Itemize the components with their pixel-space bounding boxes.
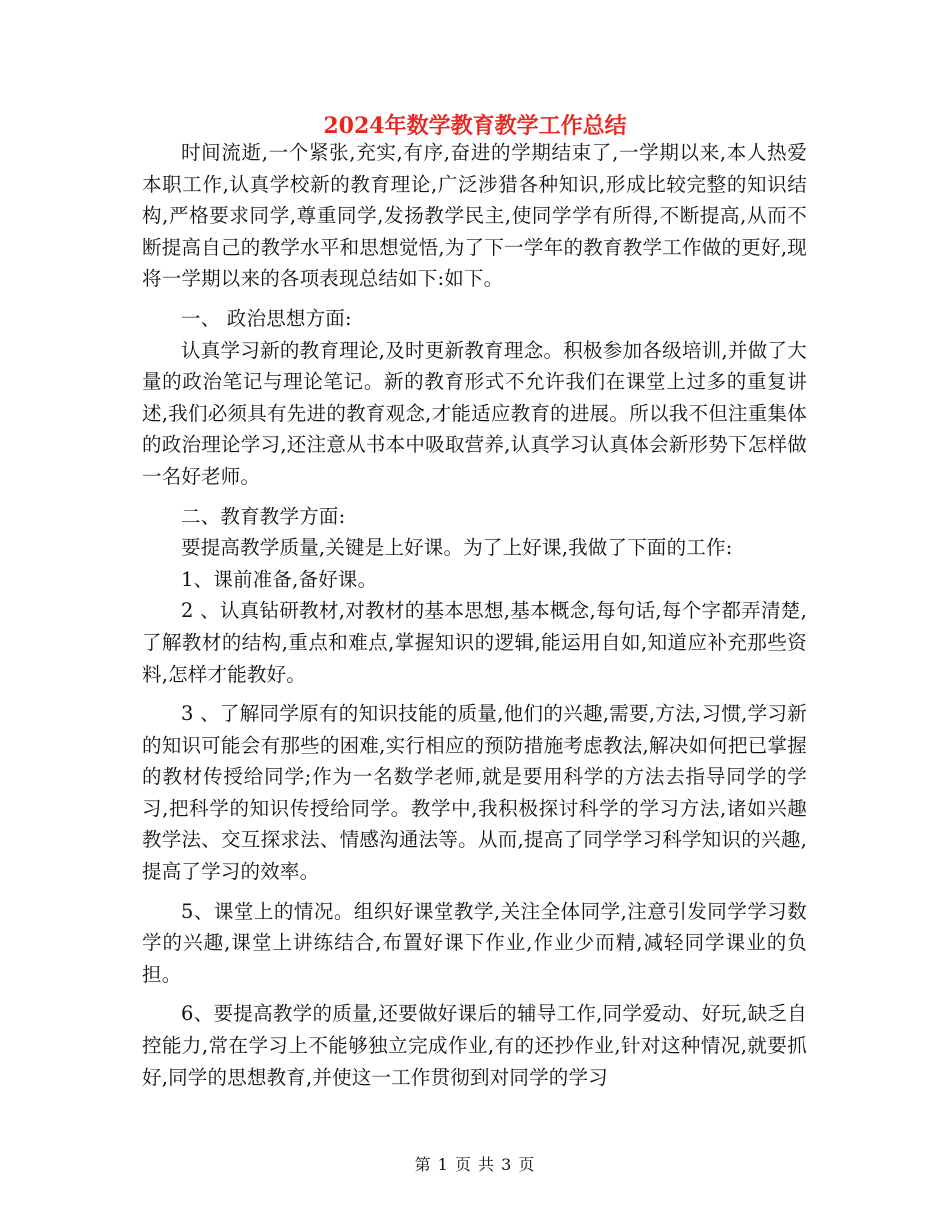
footer-prefix: 第 [414,1155,432,1174]
footer-suffix: 页 [518,1155,536,1174]
list-item-2: 2 、认真钻研教材,对教材的基本思想,基本概念,每句话,每个字都弄清楚,了解教材的结构,重点和难点,掌握知识的逻辑,能运用自如,知道应补充那些资料,怎样才能教好。 [142,599,807,686]
document-title: 2024年数学教育教学工作总结 [323,113,627,139]
document-body [142,137,807,1093]
paragraph-teaching-intro: 要提高教学质量,关键是上好课。为了上好课,我做了下面的工作: [181,536,733,560]
list-item-1: 1、课前准备,备好课。 [181,567,378,591]
paragraph-politics: 认真学习新的教育理论,及时更新教育理念。积极参加各级培训,并做了大量的政治笔记与理论笔记。新的教育形式不允许我们在课堂上过多的重复讲述,我们必须具有先进的教育观念,才能适应教育的进展。所以我不但注重集体的政治理论学习,还注意从书本中吸取营养,认真学习认真体会新形势下怎样做一名好老师。 [142,338,807,488]
footer-total-pages: 3 [501,1155,513,1174]
footer-middle: 页 共 [454,1155,496,1174]
section-heading-politics: 一、 政治思想方面: [181,306,352,330]
section-heading-teaching: 二、教育教学方面: [181,504,346,528]
page-footer [0,1154,950,1176]
footer-current-page: 1 [437,1155,449,1174]
list-item-5: 5、课堂上的情况。组织好课堂教学,关注全体同学,注意引发同学学习数学的兴趣,课堂上讲练结合,布置好课下作业,作业少而精,减轻同学课业的负担。 [142,899,807,986]
paragraph-intro: 时间流逝,一个紧张,充实,有序,奋进的学期结束了,一学期以来,本人热爱本职工作,认真学校新的教育理论,广泛涉猎各种知识,形成比较完整的知识结构,严格要求同学,尊重同学,发扬教学民主,使同学学有所得,不断提高,从而不断提高自己的教学水平和思想觉悟,为了下一学年的教育教学工作做的更好,现将一学期以来的各项表现总结如下:如下。 [142,141,807,291]
list-item-6: 6、要提高教学的质量,还要做好课后的辅导工作,同学爱动、好玩,缺乏自控能力,常在学习上不能够独立完成作业,有的还抄作业,针对这种情况,就要抓好,同学的思想教育,并使这一工作贯彻到对同学的学习 [142,1002,807,1089]
list-item-3: 3 、了解同学原有的知识技能的质量,他们的兴趣,需要,方法,习惯,学习新的知识可能会有那些的困难,实行相应的预防措施考虑教法,解决如何把已掌握的教材传授给同学;作为一名数学老师,就是要用科学的方法去指导同学的学习,把科学的知识传授给同学。教学中,我积极探讨科学的学习方法,诸如兴趣教学法、交互探求法、情感沟通法等。从而,提高了同学学习科学知识的兴趣,提高了学习的效率。 [142,702,807,884]
